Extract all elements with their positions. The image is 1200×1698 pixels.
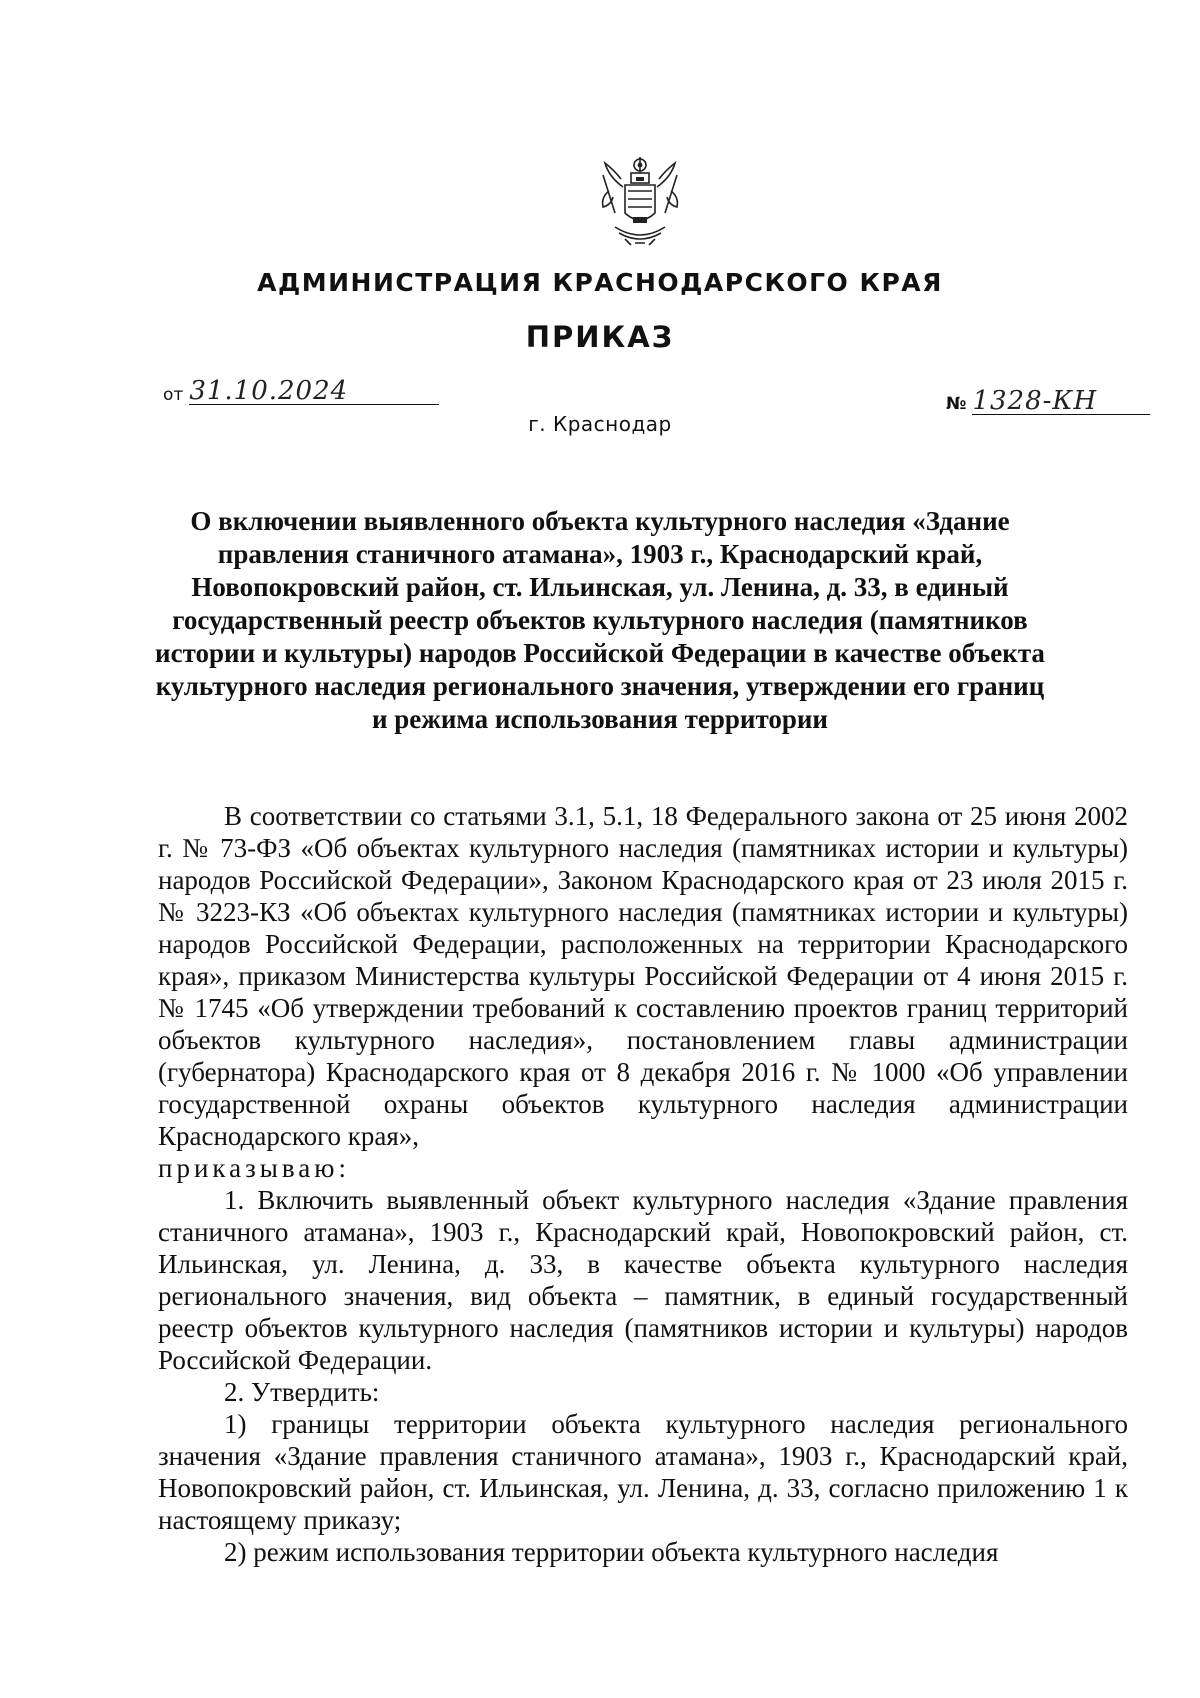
- number-line: [946, 388, 1150, 415]
- document-type: ПРИКАЗ: [525, 320, 675, 354]
- intro-paragraph: В соответствии со статьями 3.1, 5.1, 18 Федерального закона от 25 июня 2002 г. № 73-ФЗ «Об объектах культурного наследия (памятниках истории и культуры) народов Российской Федерации», Законом Краснодарского края от 23 июля 2015 г. № 3223-КЗ «Об объектах культурного наследия (памятниках истории и культуры) народов Российской Федерации, расположенных на территории Краснодарского края», приказом Министерства культуры Российской Федерации от 4 июня 2015 г. № 1745 «Об утверждении требований к составлению проектов границ территорий объектов культурного наследия», постановлением главы администрации (губернатора) Краснодарского края от 8 декабря 2016 г. № 1000 «Об управлении государственной охраны объектов культурного наследия администрации Краснодарского края»,: [158, 801, 1128, 1151]
- item-2-2: 2) режим использования территории объекта культурного наследия: [224, 1537, 999, 1567]
- date-line: [163, 378, 439, 405]
- item-2: 2. Утвердить:: [224, 1377, 380, 1407]
- organization-name: АДМИНИСТРАЦИЯ КРАСНОДАРСКОГО КРАЯ: [257, 268, 943, 297]
- order-word: приказываю:: [158, 1153, 350, 1183]
- item-1: 1. Включить выявленный объект культурного наследия «Здание правления станичного атамана», 1903 г., Краснодарский край, Новопокровский район, ст. Ильинская, ул. Ленина, д. 33, в качестве объекта культурного наследия регионального значения, вид объекта – памятник, в единый государственный реестр объектов культурного наследия (памятников истории и культуры) народов Российской Федерации.: [158, 1185, 1128, 1375]
- date-value: 31.10.2024: [189, 378, 439, 405]
- item-2-1: 1) границы территории объекта культурного наследия регионального значения «Здание правления станичного атамана», 1903 г., Краснодарский край, Новопокровский район, ст. Ильинская, ул. Ленина, д. 33, согласно приложению 1 к настоящему приказу;: [158, 1409, 1128, 1535]
- document-body: [158, 800, 1128, 1568]
- document-title: О включении выявленного объекта культурного наследия «Здание правления станичного атамана», 1903 г., Краснодарский край, Новопокровский район, ст. Ильинская, ул. Ленина, д. 33, в единый государственный реестр объектов культурного наследия (памятников истории и культуры) народов Российской Федерации в качестве объекта культурного наследия регионального значения, утверждении его границ и режима использования территории: [155, 506, 1045, 734]
- number-label: №: [946, 394, 967, 414]
- date-label: от: [163, 385, 184, 405]
- krasnodar-coat-of-arms-icon: [595, 155, 685, 250]
- number-value: 1328-КН: [972, 388, 1150, 415]
- city: г. Краснодар: [528, 412, 672, 436]
